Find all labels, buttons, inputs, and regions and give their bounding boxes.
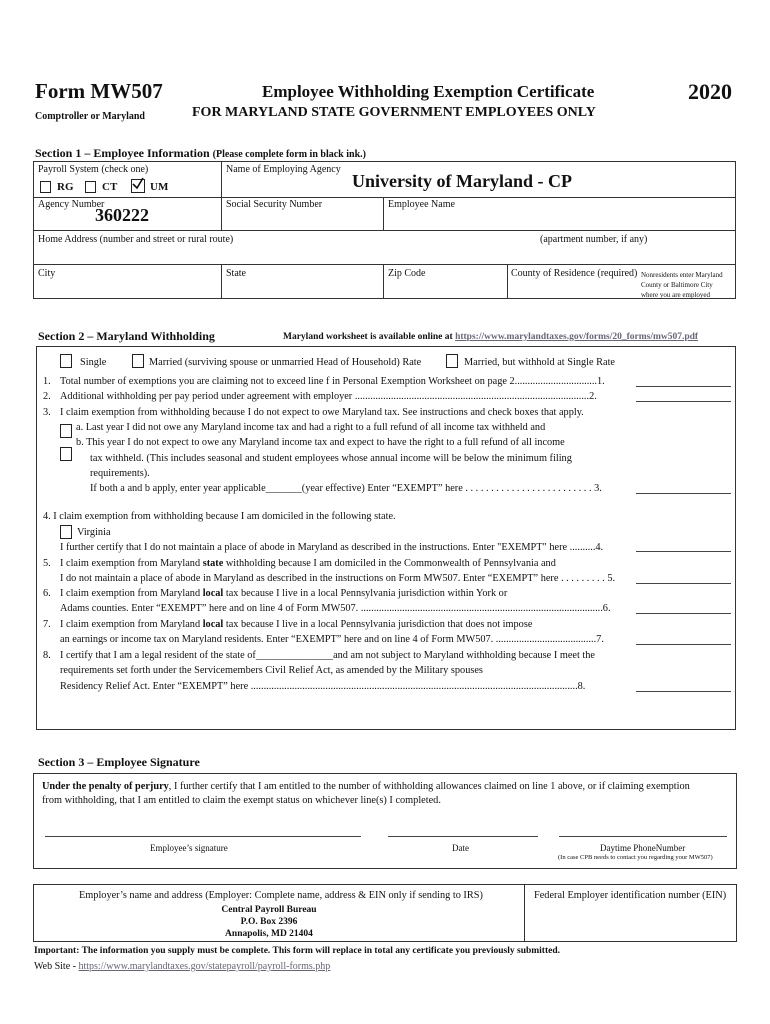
payroll-um-label: UM (150, 181, 169, 193)
employer-name-line3: Annapolis, MD 21404 (225, 929, 313, 939)
married-head-checkbox[interactable] (132, 354, 144, 368)
line8b-text: requirements set forth under the Servicemembers Civil Relief Act, as amended by the Military spouses (60, 665, 483, 676)
apartment-label: (apartment number, if any) (540, 234, 648, 245)
signature-label: Employee’s signature (150, 843, 228, 853)
date-label: Date (452, 843, 469, 853)
worksheet-note: Maryland worksheet is available online at https://www.marylandtaxes.gov/forms/20_forms/mw507.pdf (283, 332, 699, 342)
employee-name-label: Employee Name (388, 199, 455, 210)
phone-note: (In case CPB needs to contact you regarding your MW507) (558, 854, 713, 861)
section1-heading: Section 1 – Employee Information (Please complete form in black ink.) (35, 146, 366, 160)
line3b-text: b. This year I do not expect to owe any Maryland income tax and expect to have the right to a full refund of all income (76, 437, 565, 448)
ein-label: Federal Employer identification number (EIN) (534, 890, 727, 901)
line3b-cont: tax withheld. (This includes seasonal and student employees whose annual income will be below the minimum filing (90, 453, 572, 464)
form-number: Form MW507 (35, 79, 163, 103)
employing-agency-label: Name of Employing Agency (226, 164, 341, 175)
line1-number: 1. (43, 376, 51, 387)
line5a-text: I claim exemption from Maryland state withholding because I am domiciled in the Commonwealth of Pennsylvania and (60, 558, 556, 569)
married-head-label: Married (surviving spouse or unmarried Head of Household) Rate (149, 357, 422, 368)
perjury-text-2: from withholding, that I am entitled to claim the exempt status on whichever line(s) I completed. (42, 795, 441, 806)
form-year: 2020 (688, 79, 732, 104)
form-subtitle: FOR MARYLAND STATE GOVERNMENT EMPLOYEES ONLY (192, 105, 596, 120)
website-link[interactable]: https://www.marylandtaxes.gov/statepayroll/payroll-forms.php (78, 961, 331, 972)
line5-input[interactable] (636, 583, 731, 584)
line3a-checkbox[interactable] (60, 424, 72, 438)
payroll-ct-checkbox[interactable] (85, 181, 96, 193)
line4-text: 4. I claim exemption from withholding because I am domiciled in the following state. (43, 511, 396, 522)
virginia-label: Virginia (77, 527, 111, 538)
line5b-text: I do not maintain a place of abode in Maryland as described in the instructions on Form MW507. Enter “EXEMPT” here . . . . . . . . . 5. (60, 573, 616, 584)
ssn-label: Social Security Number (226, 199, 323, 210)
worksheet-link[interactable]: https://www.marylandtaxes.gov/forms/20_forms/mw507.pdf (455, 332, 699, 342)
married-single-label: Married, but withhold at Single Rate (464, 357, 615, 368)
line5-number: 5. (43, 558, 51, 569)
line2-number: 2. (43, 391, 51, 402)
line3-apply-text: If both a and b apply, enter year applicable_______(year effective) Enter “EXEMPT” here . . . . . . . . . . . . . . . . . . . . . . . . . 3. (90, 483, 602, 494)
virginia-checkbox[interactable] (60, 525, 72, 539)
employer-name-line2: P.O. Box 2396 (240, 917, 298, 927)
line4-cert-text: I further certify that I do not maintain a place of abode in Maryland as described in the instructions. Enter "EXEMPT" here ..........4. (60, 542, 604, 553)
form-title: Employee Withholding Exemption Certificate (262, 82, 595, 101)
line7-input[interactable] (636, 644, 731, 645)
county-note-1: Nonresidents enter Maryland (641, 271, 723, 279)
county-note-3: where you are employed (641, 291, 710, 299)
employing-agency-value[interactable]: University of Maryland - CP (352, 171, 572, 191)
important-note: Important: The information you supply must be complete. This form will replace in total any certificate you previously submitted. (34, 946, 561, 956)
single-label: Single (80, 357, 107, 368)
single-checkbox[interactable] (60, 354, 72, 368)
checkmark-icon (131, 177, 145, 191)
section2-heading: Section 2 – Maryland Withholding (38, 329, 215, 343)
line7b-text: an earnings or income tax on Maryland residents. Enter “EXEMPT” here and on line 4 of Form MW507. .......................................7. (60, 634, 604, 645)
payroll-ct-label: CT (102, 181, 118, 193)
line1-input[interactable] (636, 386, 731, 387)
line3-number: 3. (43, 407, 51, 418)
agency-number-value[interactable]: 360222 (95, 205, 149, 225)
phone-label: Daytime PhoneNumber (600, 843, 686, 853)
line6-number: 6. (43, 588, 51, 599)
state-label: State (226, 268, 246, 279)
line6b-text: Adams counties. Enter “EXEMPT” here and on line 4 of Form MW507. ..............................................................................................6. (60, 603, 611, 614)
line8-number: 8. (43, 650, 51, 661)
perjury-text: Under the penalty of perjury, I further certify that I am entitled to the number of withholding allowances claimed on line 1 above, or if claiming exemption (42, 781, 690, 792)
employer-name-line1: Central Payroll Bureau (221, 905, 317, 915)
zip-label: Zip Code (388, 268, 426, 279)
payroll-system-label: Payroll System (check one) (38, 164, 149, 175)
line8c-text: Residency Relief Act. Enter “EXEMPT” here ...............................................................................................................................8. (60, 681, 586, 692)
line2-input[interactable] (636, 401, 731, 402)
line3-text: I claim exemption from withholding because I do not expect to owe Maryland tax. See instructions and check boxes that apply. (60, 407, 584, 418)
line4-input[interactable] (636, 551, 731, 552)
line3a-text: a. Last year I did not owe any Maryland income tax and had a right to a full refund of all income tax withheld and (76, 422, 546, 433)
payroll-rg-label: RG (57, 181, 74, 193)
agency-number-label: Agency Number (38, 199, 105, 210)
line6a-text: I claim exemption from Maryland local tax because I live in a local Pennsylvania jurisdiction within York or (60, 588, 508, 599)
payroll-rg-checkbox[interactable] (40, 181, 51, 193)
line3b-checkbox[interactable] (60, 447, 72, 461)
city-label: City (38, 268, 56, 279)
county-label: County of Residence (required) (511, 268, 638, 279)
phone-line[interactable] (559, 836, 727, 837)
home-address-label: Home Address (number and street or rural route) (38, 234, 234, 245)
line6-input[interactable] (636, 613, 731, 614)
agency-name: Comptroller or Maryland (35, 111, 145, 122)
employer-name-label: Employer’s name and address (Employer: Complete name, address & EIN only if sending to IRS) (79, 890, 483, 901)
line3b-cont2: requirements). (90, 468, 150, 479)
payroll-um-checkbox[interactable] (131, 179, 145, 193)
website-line: Web Site - https://www.marylandtaxes.gov/statepayroll/payroll-forms.php (34, 961, 331, 972)
line3-input[interactable] (636, 493, 731, 494)
date-line[interactable] (388, 836, 538, 837)
line1-text: Total number of exemptions you are claiming not to exceed line f in Personal Exemption Worksheet on page 2................................1. (60, 376, 605, 387)
line7a-text: I claim exemption from Maryland local tax because I live in a local Pennsylvania jurisdiction that does not impose (60, 619, 533, 630)
line8-input[interactable] (636, 691, 731, 692)
line8a-text: I certify that I am a legal resident of the state of_______________and am not subject to Maryland withholding because I meet the (60, 650, 595, 661)
signature-line[interactable] (45, 836, 361, 837)
section3-heading: Section 3 – Employee Signature (38, 755, 200, 769)
line2-text: Additional withholding per pay period under agreement with employer ...........................................................................................2. (60, 391, 597, 402)
married-single-checkbox[interactable] (446, 354, 458, 368)
line7-number: 7. (43, 619, 51, 630)
county-note-2: County or Baltimore City (641, 281, 713, 289)
